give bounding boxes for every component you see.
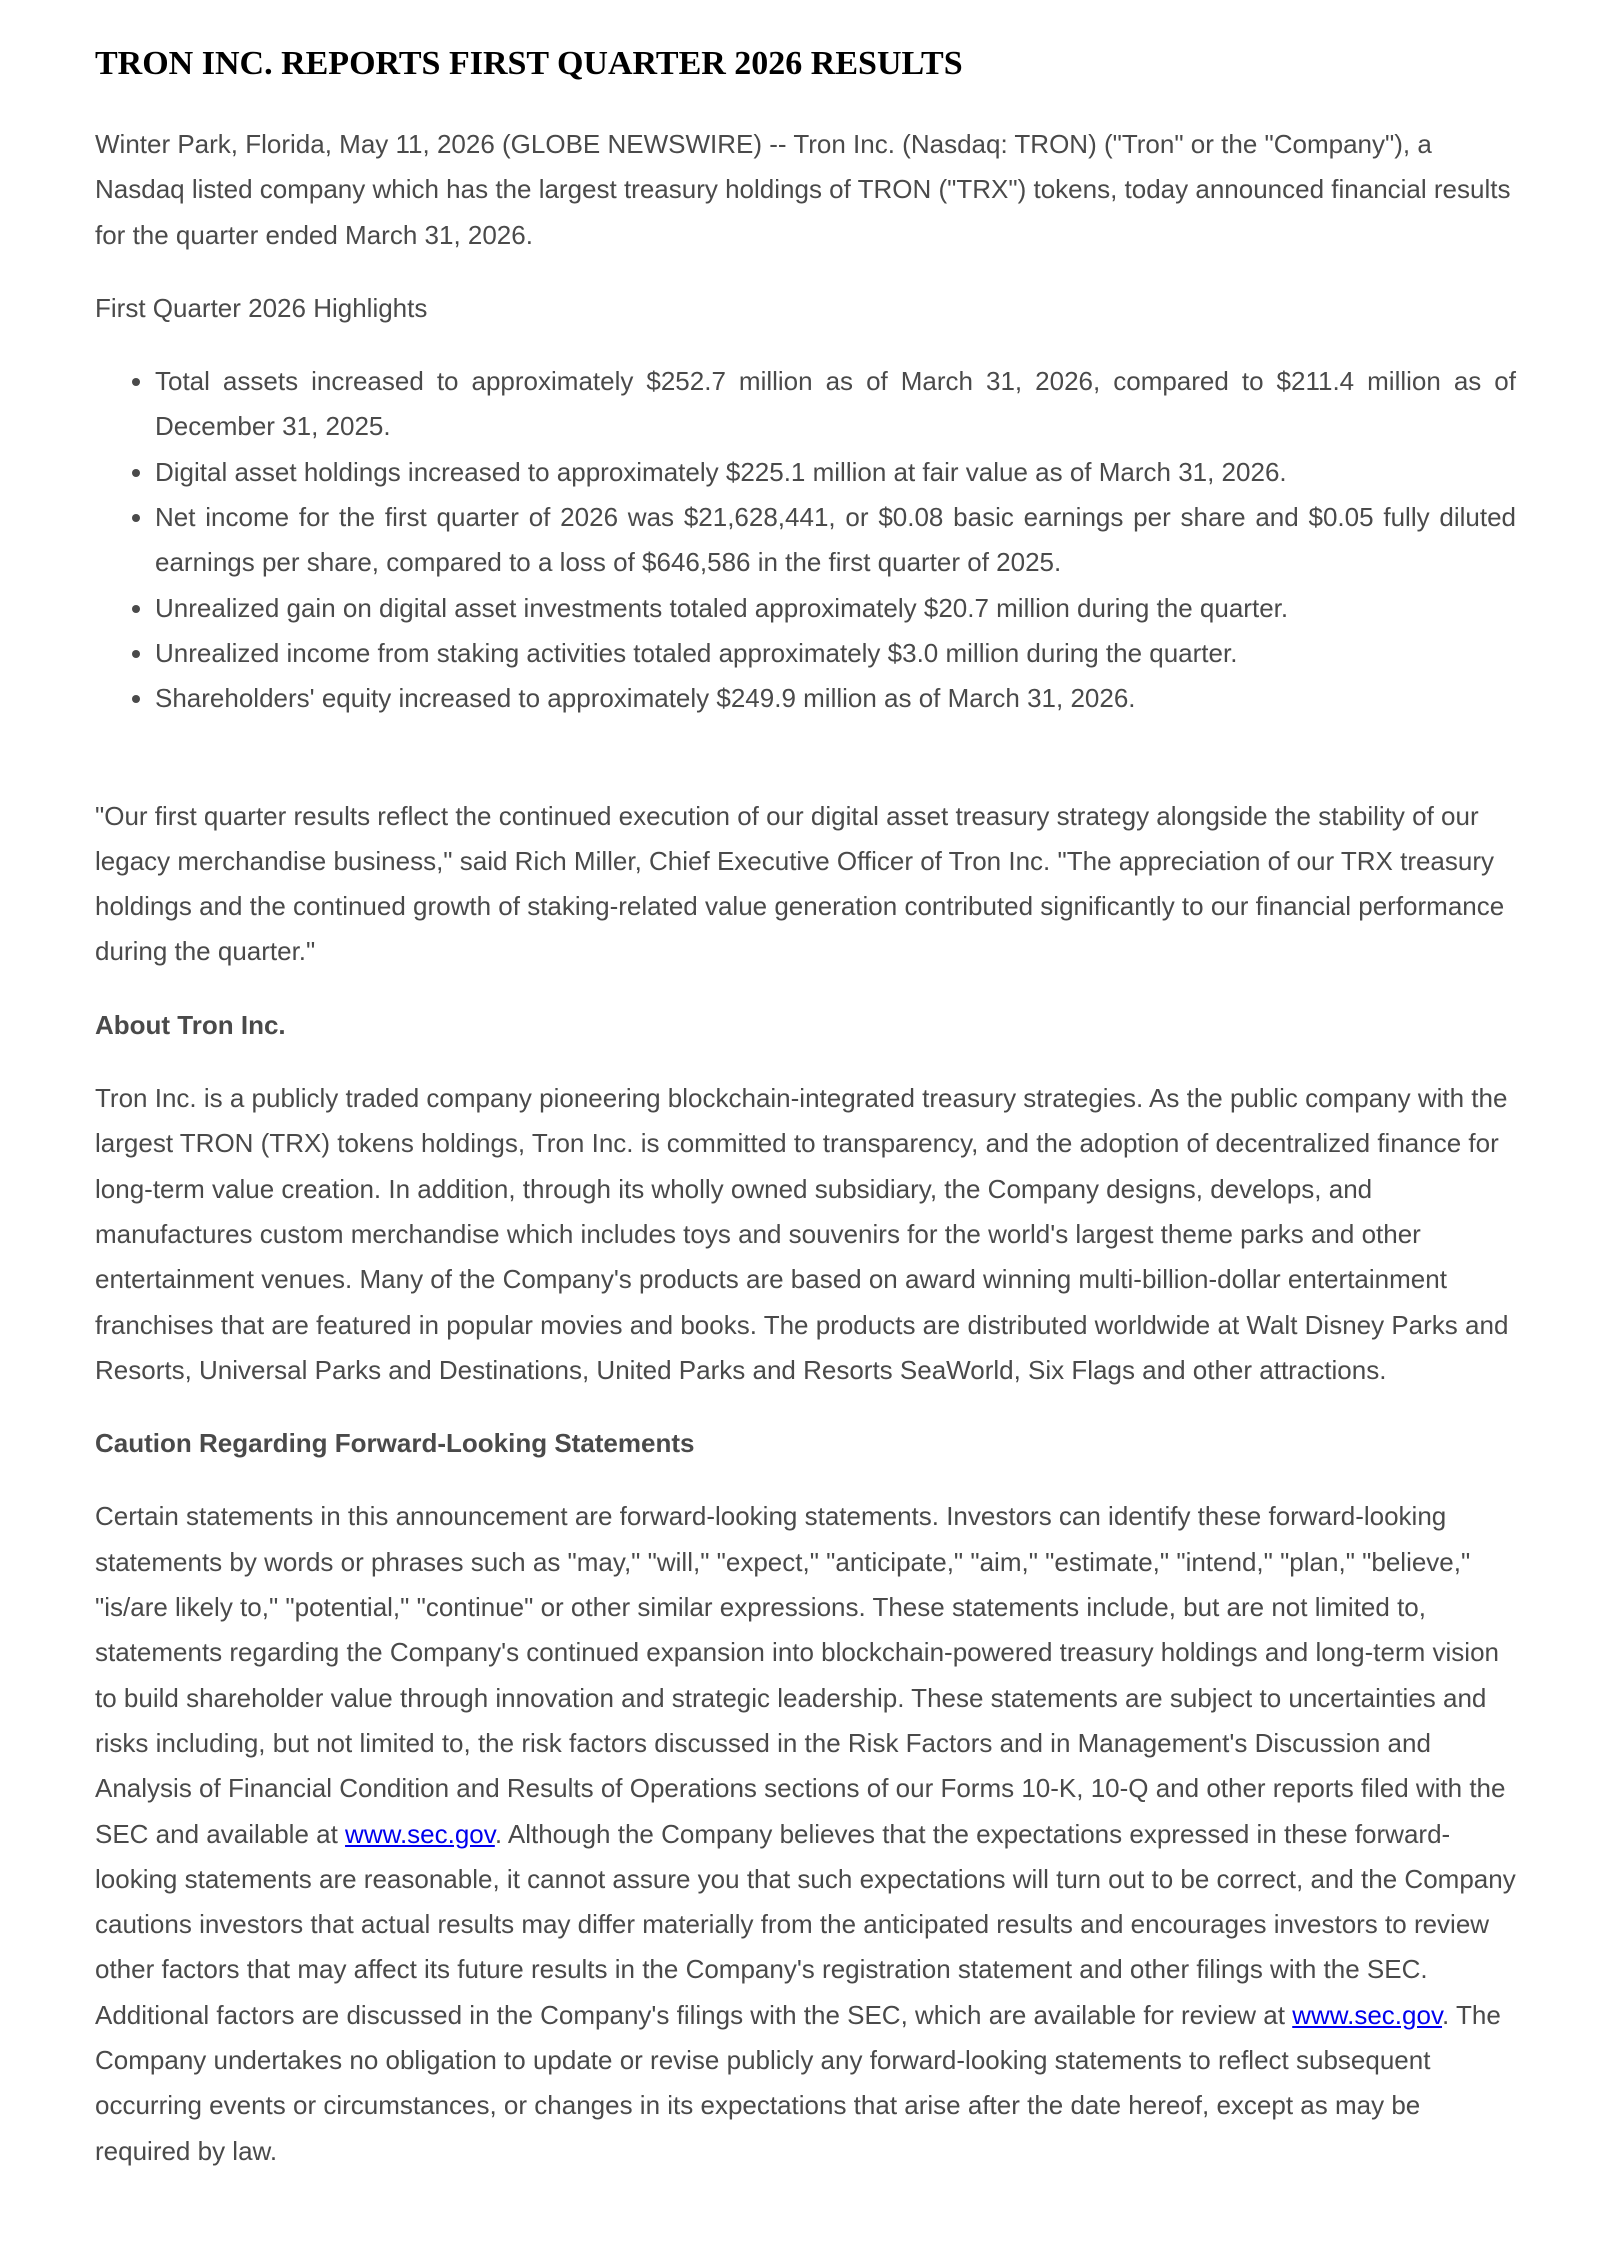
about-paragraph: Tron Inc. is a publicly traded company pioneering blockchain-integrated treasury strategies. As the public company with the largest TRON (TRX) tokens holdings, Tron Inc. is committed to transparency, and the adoption of decentralized finance for long-term value creation. In addition, through its wholly owned subsidiary, the Company designs, develops, and manufactures custom merchandise which includes toys and souvenirs for the world's largest theme parks and other entertainment venues. Many of the Company's products are based on award winning multi-billion-dollar entertainment franchises that are featured in popular movies and books. The products are distributed worldwide at Walt Disney Parks and Resorts, Universal Parks and Destinations, United Parks and Resorts SeaWorld, Six Flags and other attractions. bbox=[95, 1083, 1509, 1385]
caution-text-part3: . The Company undertakes no obligation to update or revise publicly any forward-looking statements to reflect subsequent occurring events or circumstances, or changes in its expectations that arise after the date hereof, except as may be required by law. bbox=[95, 1999, 1501, 2166]
list-item: • Unrealized gain on digital asset investments totaled approximately $20.7 million during the quarter. bbox=[155, 586, 1516, 631]
highlights-heading: First Quarter 2026 Highlights bbox=[95, 292, 428, 323]
ceo-quote-paragraph: "Our first quarter results reflect the continued execution of our digital asset treasury strategy alongside the stability of our legacy merchandise business," said Rich Miller, Chief Executive Officer of Tron Inc. "The appreciation of our TRX treasury holdings and the continued growth of staking-related value generation contributed significantly to our financial performance during the quarter." bbox=[95, 800, 1505, 967]
about-heading: About Tron Inc. bbox=[95, 1009, 286, 1040]
caution-paragraph bbox=[95, 1494, 1516, 2173]
list-item: • Digital asset holdings increased to approximately $225.1 million at fair value as of March 31, 2026. bbox=[155, 450, 1516, 495]
highlights-list bbox=[95, 359, 1516, 721]
caution-text-part2: . Although the Company believes that the expectations expressed in these forward-looking statements are reasonable, it cannot assure you that such expectations will turn out to be correct, and the Company cautions investors that actual results may differ materially from the anticipated results and encourages investors to review other factors that may affect its future results in the Company's registration statement and other filings with the SEC. Additional factors are discussed in the Company's filings with the SEC, which are available for review at bbox=[95, 1818, 1516, 2030]
list-item: • Unrealized income from staking activities totaled approximately $3.0 million during the quarter. bbox=[155, 631, 1516, 676]
sec-gov-link[interactable]: www.sec.gov bbox=[345, 1818, 495, 1849]
list-item: • Net income for the first quarter of 2026 was $21,628,441, or $0.08 basic earnings per share and $0.05 fully diluted earnings per share, compared to a loss of $646,586 in the first quarter of 2025. bbox=[155, 495, 1516, 586]
page-title: TRON INC. REPORTS FIRST QUARTER 2026 RESULTS bbox=[95, 45, 963, 82]
list-item: • Shareholders' equity increased to approximately $249.9 million as of March 31, 2026. bbox=[155, 676, 1516, 721]
caution-text-part1: Certain statements in this announcement are forward-looking statements. Investors can identify these forward-looking statements by words or phrases such as "may," "will," "expect," "anticipate," "aim," "estimate," "intend," "plan," "believe," "is/are likely to," "potential," "continue" or other similar expressions. These statements include, but are not limited to, statements regarding the Company's continued expansion into blockchain-powered treasury holdings and long-term vision to build shareholder value through innovation and strategic leadership. These statements are subject to uncertainties and risks including, but not limited to, the risk factors discussed in the Risk Factors and in Management's Discussion and Analysis of Financial Condition and Results of Operations sections of our Forms 10-K, 10-Q and other reports filed with the SEC and available at bbox=[95, 1501, 1506, 1849]
sec-gov-link[interactable]: www.sec.gov bbox=[1292, 1999, 1443, 2030]
intro-paragraph: Winter Park, Florida, May 11, 2026 (GLOBE NEWSWIRE) -- Tron Inc. (Nasdaq: TRON) ("Tron" or the "Company"), a Nasdaq listed company which has the largest treasury holdings of TRON ("TRX") tokens, today announced financial results for the quarter ended March 31, 2026. bbox=[95, 129, 1511, 250]
list-item: • Total assets increased to approximately $252.7 million as of March 31, 2026, compared to $211.4 million as of December 31, 2025. bbox=[155, 359, 1516, 450]
caution-heading: Caution Regarding Forward-Looking Statements bbox=[95, 1428, 695, 1459]
